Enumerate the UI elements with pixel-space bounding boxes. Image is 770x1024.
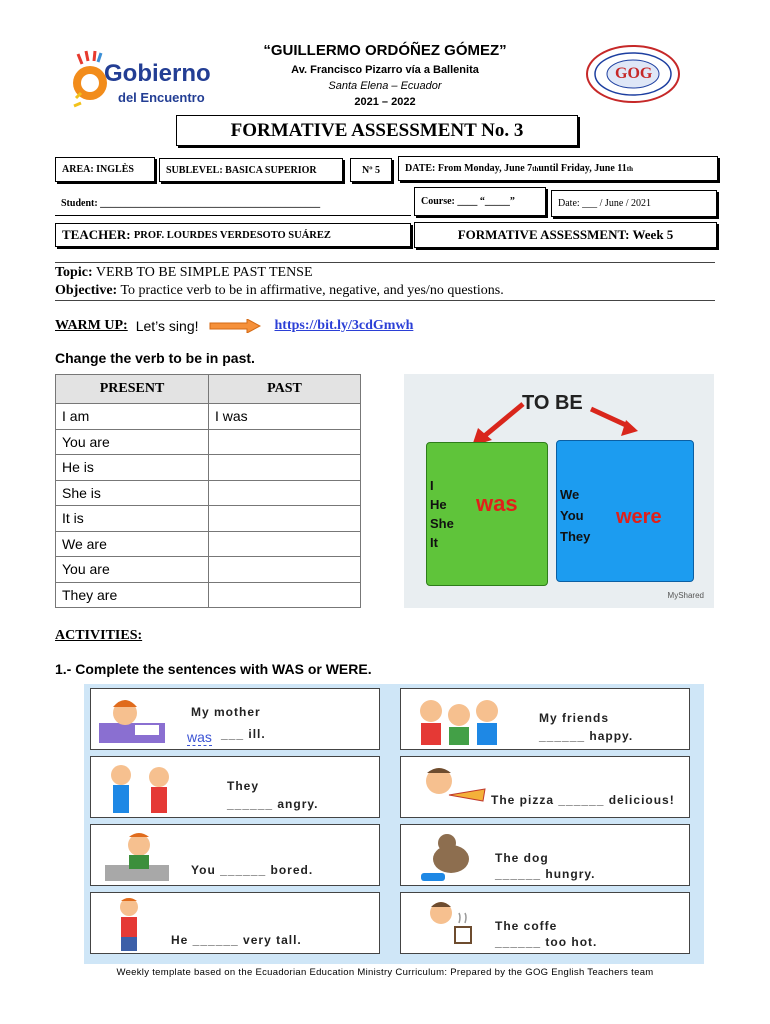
teacher-cell bbox=[55, 223, 411, 247]
divider-top bbox=[55, 262, 715, 263]
present-cell: You are bbox=[56, 557, 209, 583]
past-cell[interactable] bbox=[209, 506, 361, 532]
myshared-credit: MyShared bbox=[667, 591, 704, 600]
area-cell: AREA: INGLÈS bbox=[55, 157, 155, 182]
exercise-card bbox=[400, 756, 690, 818]
answer-was[interactable]: was bbox=[187, 729, 212, 745]
card-line2: ______ too hot. bbox=[495, 935, 598, 949]
present-header: PRESENT bbox=[56, 375, 209, 404]
sublevel-cell: SUBLEVEL: BASICA SUPERIOR bbox=[159, 158, 343, 182]
present-cell: You are bbox=[56, 429, 209, 455]
verb-table bbox=[55, 374, 361, 608]
table-row bbox=[56, 455, 361, 481]
exercise-card bbox=[90, 688, 380, 750]
sick-woman-illustration bbox=[97, 693, 169, 747]
topic-value: VERB TO BE SIMPLE PAST TENSE bbox=[95, 265, 313, 280]
warmup-text: Let’s sing! bbox=[135, 318, 199, 334]
present-cell: We are bbox=[56, 531, 209, 557]
hot-coffee-illustration bbox=[411, 897, 491, 951]
table-row bbox=[56, 480, 361, 506]
table-row bbox=[56, 582, 361, 608]
angry-people-illustration bbox=[99, 761, 185, 815]
school-seal bbox=[585, 44, 681, 104]
course-field[interactable]: Course: ____ “_____” bbox=[414, 187, 546, 216]
table-row bbox=[56, 531, 361, 557]
logo-text-encuentro: del Encuentro bbox=[118, 90, 205, 105]
present-cell: She is bbox=[56, 480, 209, 506]
exercise-card bbox=[400, 688, 690, 750]
warmup-line bbox=[55, 318, 413, 334]
card-line1: The pizza ______ delicious! bbox=[491, 793, 675, 807]
exercise-card bbox=[90, 892, 380, 954]
present-cell: I am bbox=[56, 404, 209, 430]
activities-label: ACTIVITIES: bbox=[55, 628, 143, 643]
blue-pronouns bbox=[560, 484, 590, 547]
exercise-card bbox=[90, 824, 380, 886]
warmup-link[interactable]: https://bit.ly/3cdGmwh bbox=[274, 318, 414, 333]
card-line2: ______ happy. bbox=[539, 729, 634, 743]
exercise-card bbox=[400, 824, 690, 886]
verb-were: were bbox=[616, 506, 662, 528]
topic-line bbox=[55, 265, 313, 281]
exercise-card bbox=[90, 756, 380, 818]
objective-line bbox=[55, 283, 504, 299]
past-cell[interactable]: I was bbox=[209, 404, 361, 430]
card-line1: They bbox=[227, 779, 260, 793]
card-line2: ___ ill. bbox=[221, 727, 266, 741]
card-line1: He ______ very tall. bbox=[171, 933, 302, 947]
table-row bbox=[56, 557, 361, 583]
past-cell[interactable] bbox=[209, 557, 361, 583]
date-range-mid: until Friday, June 11 bbox=[538, 163, 627, 174]
card-line1: My friends bbox=[539, 711, 610, 725]
exercise-card bbox=[400, 892, 690, 954]
pronoun-you: You bbox=[560, 508, 584, 523]
bored-boy-illustration bbox=[99, 829, 179, 883]
date-range-cell bbox=[398, 156, 718, 181]
pronoun-it: It bbox=[430, 535, 438, 550]
school-years: 2021 – 2022 bbox=[354, 96, 416, 108]
past-header: PAST bbox=[209, 375, 361, 404]
verb-was: was bbox=[476, 491, 518, 516]
table-row bbox=[56, 429, 361, 455]
card-line2: ______ hungry. bbox=[495, 867, 596, 881]
pronoun-we: We bbox=[560, 487, 580, 502]
warmup-label: WARM UP: bbox=[55, 318, 128, 333]
card-line1: My mother bbox=[191, 705, 261, 719]
card-line1: The coffe bbox=[495, 919, 558, 933]
sup-th-2: th bbox=[626, 164, 633, 173]
arrow-right-icon bbox=[209, 319, 261, 333]
seal-label: GOG bbox=[615, 65, 653, 82]
topic-label: Topic: bbox=[55, 265, 93, 280]
school-city: Santa Elena – Ecuador bbox=[328, 80, 442, 92]
pronoun-he: He bbox=[430, 497, 447, 512]
week-cell: FORMATIVE ASSESSMENT: Week 5 bbox=[414, 222, 717, 248]
teacher-label: TEACHER: bbox=[62, 227, 131, 242]
date-field[interactable]: Date: ___ / June / 2021 bbox=[551, 190, 717, 217]
school-address: Av. Francisco Pizarro vía a Ballenita bbox=[291, 64, 479, 76]
pronoun-i: I bbox=[430, 478, 434, 493]
pizza-man-illustration bbox=[409, 761, 489, 815]
happy-friends-illustration bbox=[411, 693, 511, 747]
pronoun-she: She bbox=[430, 516, 454, 531]
change-title: Change the verb to be in past. bbox=[55, 350, 255, 366]
sup-th-1: th bbox=[532, 164, 539, 173]
objective-value: To practice verb to be in affirmative, negative, and yes/no questions. bbox=[120, 283, 504, 298]
number-cell: Nº 5 bbox=[350, 158, 392, 182]
student-field[interactable]: Student: ____________________________________________ bbox=[55, 192, 411, 216]
table-row bbox=[56, 404, 361, 430]
hungry-dog-illustration bbox=[411, 829, 491, 883]
divider-bottom bbox=[55, 300, 715, 301]
exercise-grid bbox=[84, 684, 704, 964]
to-be-title: TO BE bbox=[522, 392, 583, 414]
green-pronouns bbox=[430, 476, 454, 552]
past-cell[interactable] bbox=[209, 582, 361, 608]
present-cell: It is bbox=[56, 506, 209, 532]
objective-label: Objective: bbox=[55, 283, 118, 298]
present-cell: He is bbox=[56, 455, 209, 481]
card-line1: You ______ bored. bbox=[191, 863, 314, 877]
present-cell: They are bbox=[56, 582, 209, 608]
footer-note: Weekly template based on the Ecuadorian Education Ministry Curriculum: Prepared by the GOG English Teachers team bbox=[116, 967, 654, 978]
date-range-text: DATE: From Monday, June 7 bbox=[405, 163, 533, 174]
past-cell[interactable] bbox=[209, 455, 361, 481]
pronoun-they: They bbox=[560, 529, 591, 544]
logo-text-gobierno: Gobierno bbox=[104, 60, 211, 87]
arrow-down-right-icon bbox=[588, 404, 640, 440]
tall-boy-illustration bbox=[101, 895, 161, 953]
past-cell[interactable] bbox=[209, 480, 361, 506]
past-cell[interactable] bbox=[209, 429, 361, 455]
past-cell[interactable] bbox=[209, 531, 361, 557]
assessment-title: FORMATIVE ASSESSMENT No. 3 bbox=[176, 115, 578, 146]
teacher-name: PROF. LOURDES VERDESOTO SUÁREZ bbox=[133, 229, 331, 241]
table-row bbox=[56, 506, 361, 532]
card-line2: ______ angry. bbox=[227, 797, 319, 811]
to-be-image bbox=[404, 374, 714, 608]
exercise1-title: 1.- Complete the sentences with WAS or WERE. bbox=[55, 661, 372, 677]
school-name: “GUILLERMO ORDÓÑEZ GÓMEZ” bbox=[263, 42, 507, 59]
card-line1: The dog bbox=[495, 851, 549, 865]
